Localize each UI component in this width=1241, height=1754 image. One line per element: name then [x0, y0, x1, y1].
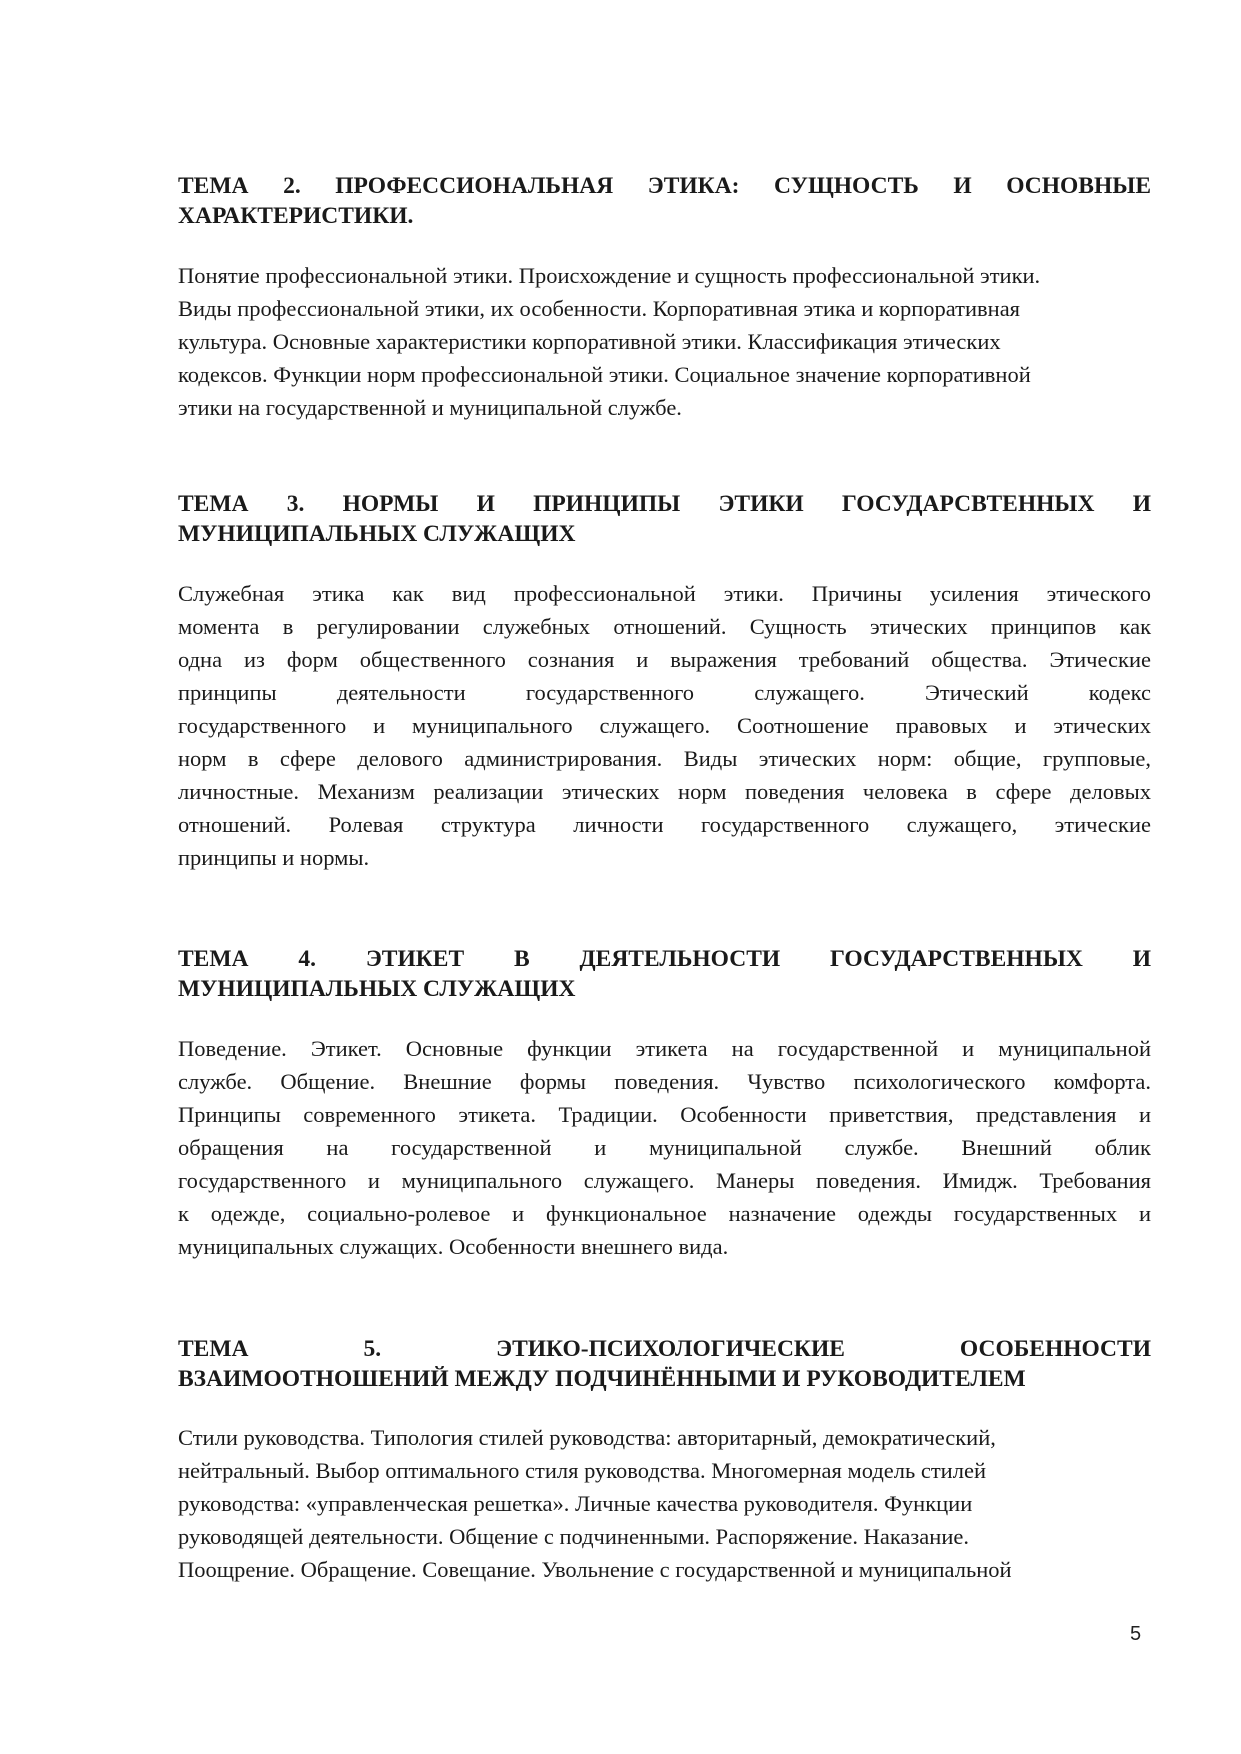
- heading-line: ТЕМА 5. ЭТИКО-ПСИХОЛОГИЧЕСКИЕ ОСОБЕННОСТИ: [178, 1336, 1151, 1362]
- body-line: Поощрение. Обращение. Совещание. Увольнение с государственной и муниципальной: [178, 1557, 1012, 1582]
- section-topic-2: [178, 171, 1151, 424]
- body-line: нейтральный. Выбор оптимального стиля руководства. Многомерная модель стилей: [178, 1458, 986, 1483]
- section-body: [178, 1032, 1151, 1263]
- heading-line: ТЕМА 4. ЭТИКЕТ В ДЕЯТЕЛЬНОСТИ ГОСУДАРСТВЕННЫХ И: [178, 946, 1151, 972]
- body-line: одна из форм общественного сознания и выражения требований общества. Этические: [178, 647, 1151, 672]
- section-topic-3: [178, 489, 1151, 874]
- section-body: [178, 1421, 1151, 1586]
- body-line: муниципальных служащих. Особенности внешнего вида.: [178, 1234, 729, 1259]
- body-line: руководства: «управленческая решетка». Личные качества руководителя. Функции: [178, 1491, 973, 1516]
- body-line: Служебная этика как вид профессиональной этики. Причины усиления этического: [178, 581, 1151, 606]
- page-number: 5: [1130, 1623, 1142, 1645]
- section-topic-4: [178, 944, 1151, 1263]
- heading-line: ВЗАИМООТНОШЕНИЙ МЕЖДУ ПОДЧИНЁННЫМИ И РУКОВОДИТЕЛЕМ: [178, 1366, 1026, 1392]
- section-heading: [178, 489, 1151, 549]
- heading-line: МУНИЦИПАЛЬНЫХ СЛУЖАЩИХ: [178, 976, 576, 1002]
- heading-line: МУНИЦИПАЛЬНЫХ СЛУЖАЩИХ: [178, 521, 576, 547]
- heading-line: ХАРАКТЕРИСТИКИ.: [178, 203, 414, 229]
- body-line: кодексов. Функции норм профессиональной этики. Социальное значение корпоративной: [178, 362, 1031, 387]
- heading-line: ТЕМА 2. ПРОФЕССИОНАЛЬНАЯ ЭТИКА: СУЩНОСТЬ И ОСНОВНЫЕ: [178, 173, 1151, 199]
- section-heading: [178, 171, 1151, 231]
- body-line: момента в регулировании служебных отношений. Сущность этических принципов как: [178, 614, 1151, 639]
- section-body: [178, 577, 1151, 874]
- section-topic-5: [178, 1334, 1151, 1586]
- body-line: Понятие профессиональной этики. Происхождение и сущность профессиональной этики.: [178, 263, 1041, 288]
- body-line: культура. Основные характеристики корпоративной этики. Классификация этических: [178, 329, 1001, 354]
- body-line: отношений. Ролевая структура личности государственного служащего, этические: [178, 812, 1151, 837]
- body-line: принципы и нормы.: [178, 845, 370, 870]
- body-line: принципы деятельности государственного служащего. Этический кодекс: [178, 680, 1151, 705]
- body-line: Виды профессиональной этики, их особенности. Корпоративная этика и корпоративная: [178, 296, 1021, 321]
- body-line: личностные. Механизм реализации этических норм поведения человека в сфере деловых: [178, 779, 1151, 804]
- body-line: Принципы современного этикета. Традиции. Особенности приветствия, представления и: [178, 1102, 1151, 1127]
- heading-line: ТЕМА 3. НОРМЫ И ПРИНЦИПЫ ЭТИКИ ГОСУДАРСВТЕННЫХ И: [178, 491, 1151, 517]
- section-heading: [178, 1334, 1151, 1394]
- section-heading: [178, 944, 1151, 1004]
- section-body: [178, 259, 1151, 424]
- body-line: обращения на государственной и муниципальной службе. Внешний облик: [178, 1135, 1151, 1160]
- body-line: к одежде, социально-ролевое и функциональное назначение одежды государственных и: [178, 1201, 1151, 1226]
- body-line: Поведение. Этикет. Основные функции этикета на государственной и муниципальной: [178, 1036, 1151, 1061]
- body-line: руководящей деятельности. Общение с подчиненными. Распоряжение. Наказание.: [178, 1524, 969, 1549]
- body-line: государственного и муниципального служащего. Манеры поведения. Имидж. Требования: [178, 1168, 1151, 1193]
- body-line: Стили руководства. Типология стилей руководства: авторитарный, демократический,: [178, 1425, 996, 1450]
- body-line: государственного и муниципального служащего. Соотношение правовых и этических: [178, 713, 1151, 738]
- body-line: этики на государственной и муниципальной службе.: [178, 395, 682, 420]
- body-line: службе. Общение. Внешние формы поведения. Чувство психологического комфорта.: [178, 1069, 1151, 1094]
- body-line: норм в сфере делового администрирования. Виды этических норм: общие, групповые,: [178, 746, 1151, 771]
